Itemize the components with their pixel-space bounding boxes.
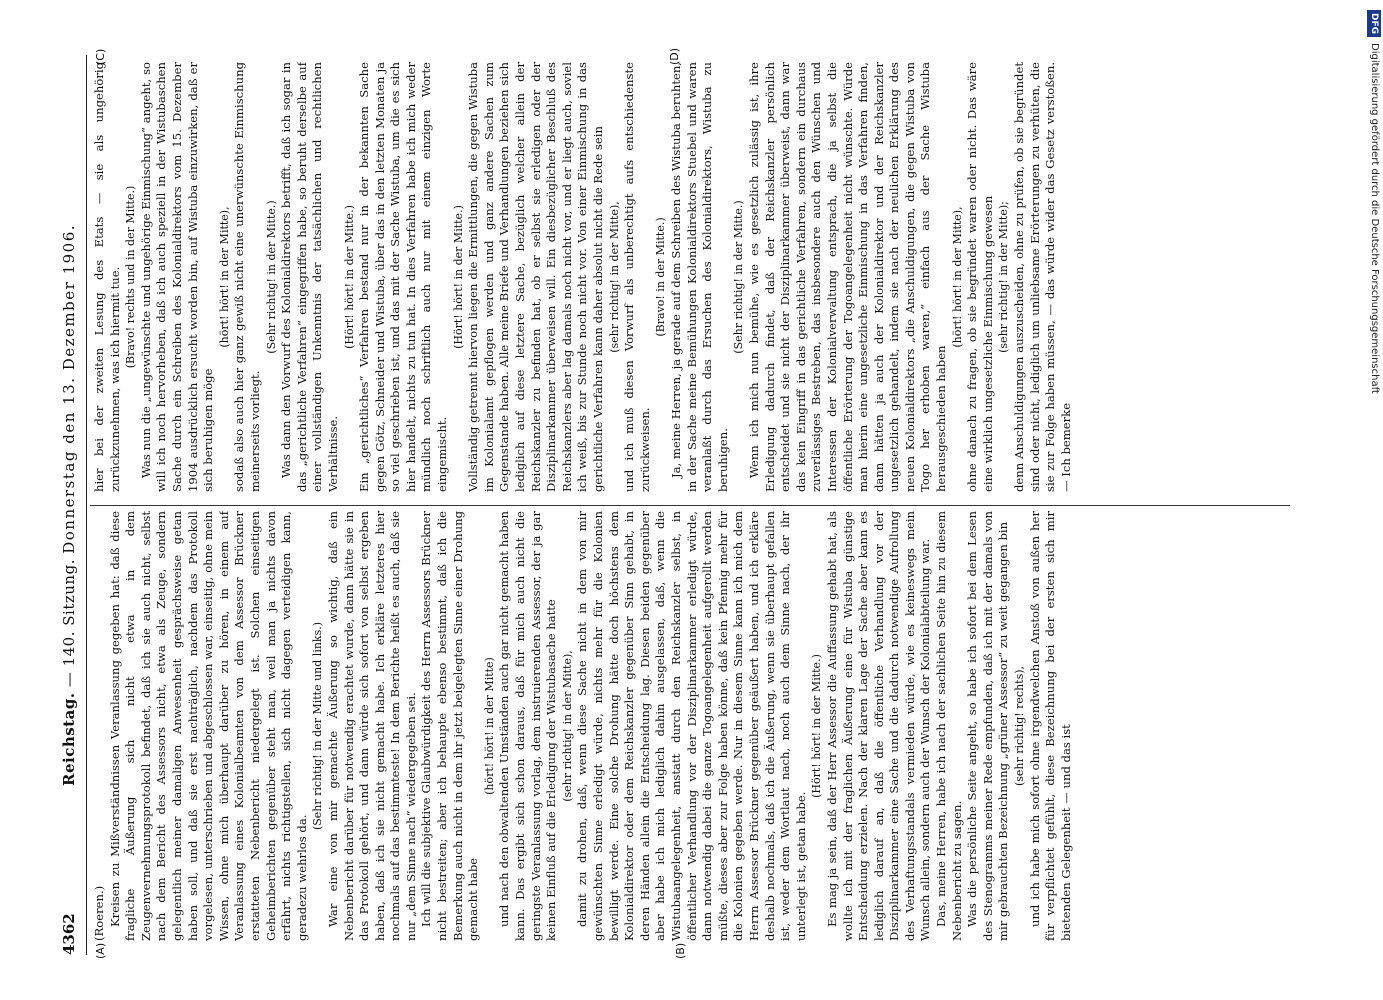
interjection: (Hört! hört! in der Mitte.) [342,205,356,349]
paragraph: War eine von mir gemachte Äußerung so wichtig, daß ein Nebenbericht darüber für notwendig erachtet wurde, dann hätte sie in das Protokoll gehört, und dann würde sich sofort von selbst ergeben haben, daß ich sie nicht gemacht habe. Ich erkläre letzteres hier nochmals auf das bestimmteste! In dem Berichte heißt es auch, daß sie nur „dem Sinne nach“ wiedergegeben sei. [325,511,418,941]
interjection: (Bravo! rechts und in der Mitte.) [124,185,138,369]
margin-marker-d: (D) [668,47,681,65]
paragraph: sodaß also auch hier ganz gewiß nicht eine unerwünschte Einmischung meinerseits vorliegt. [232,62,262,492]
running-title [56,55,82,955]
paragraph: damit zu drohen, daß, wenn diese Sache nicht in dem von mir gewünschten Sinne erledigt würde, nichts mehr für die Kolonien bewilligt werde. Eine solche Drohung hätte doch höchstens dem Kolonialdirektor oder dem Reichskanzler gegenüber Sinn gehabt, in deren Händen allein die Entscheidung lag. Diesen beiden gegenüber aber habe ich mich lediglich dahin ausgelassen, daß, wenn die Wistubaangelegenheit, anstatt durch den Reichskanzler selbst, in öffentlicher Verhandlung vor der Disziplinarkammer erledigt würde, dann notwendig dabei die ganze Togoangelegenheit aufgerollt werden müßte, dieses aber zur Folge haben könne, daß kein Pfennig mehr für die Kolonien gegeben werde. Nur in diesem Sinne kann ich mich dem Herrn Assessor Brückner gegenüber geäußert haben, und ich erkläre deshalb nochmals, daß ich die Äußerung, wenn sie überhaupt gefallen ist, weder dem Wortlaut nach, noch auch dem Sinne nach, der ihr unterlegt ist, getan habe. [575,511,808,941]
paragraph: und ich muß diesen Vorwurf als unberechtigt aufs entschiedenste zurückweisen. [622,62,652,492]
speaker-name: (Roeren.) [92,885,106,941]
paragraph: Es mag ja sein, daß der Herr Assessor die Auffassung gehabt hat, als wollte ich mit der fraglichen Äußerung eine für Wistuba günstige Entscheidung erzielen. Nach der klaren Lage der Sache aber kann es lediglich darauf an, daß die öffentliche Verhandlung vor der Disziplinarkammer eine Sache und die dadurch notwendige Aufrollung des Verhaftungsstandals vermieden würde, wie es keineswegs mein Wunsch allein, sondern auch der Wunsch der Kolonialabteilung war. [824,511,933,941]
paragraph: und nach den obwaltenden Umständen auch gar nicht gemacht haben kann. Das ergibt sich schon daraus, daß für mich auch nicht die geringste Veranlassung vorlag, dem instruierenden Assessor, der ja gar keinen Einfluß auf die Erledigung der Wistubasache hatte [497,511,559,941]
interjection: (sehr richtig! rechts), [1013,665,1027,787]
interjection: (Sehr richtig! in der Mitte.) [732,200,746,354]
page-number: 4362 [60,913,78,955]
title-right: Donnerstag den 13. Dezember 1906. [60,223,78,554]
left-column [92,511,1290,941]
interjection: (Bravo! in der Mitte.) [654,217,668,337]
interjection: (sehr richtig! in der Mitte); [997,201,1011,353]
interjection: (hört! hört! in der Mitte), [217,206,231,348]
interjection: (sehr richtig! in der Mitte), [607,201,621,353]
paragraph: Kreisen zu Mißverständnissen Veranlassung gegeben hat: daß diese fragliche Äußerung sich nicht etwa in dem Zeugenvernehmungsprotokoll befindet, daß ich sie auch nicht, selbst nach dem Bericht des Assessors nicht, etwa als Zeuge, sondern gelegentlich meiner damaligen Anwesenheit gesprächsweise getan haben soll, und daß sie erst nachträglich, nachdem das Protokoll vorgelesen, unterschrieben und abgeschlossen war, einseitig, ohne mein Wissen, ohne mich überhaupt darüber zu hören, in einem auf Veranlassung eines Kolonialbeamten von dem Assessor Brückner erstatteten Nebenbericht niedergelegt ist. Solchen einseitigen Geheimberichten gegenüber steht man, weil man ja nichts davon erfährt, nichts richtigstellen, sich nicht dagegen verteidigen kann, geradezu wehrlos da. [107,511,309,941]
paragraph: Vollständig getrennt hiervon liegen die Ermittlungen, die gegen Wistuba im Kolonialamt gepflogen werden und ganz andere Sachen zum Gegenstande haben. Alle meine Briefe und Verhandlungen beziehen sich lediglich auf diese letztere Sache, bezüglich welcher allein der Reichskanzler zu befinden hat, ob er selbst sie erledigen oder der Disziplinarkammer überweisen will. Ein diesbezüglicher Beschluß des Reichskanzlers aber lag damals noch nicht vor, und er liegt auch, soviel ich weiß, bis zur Stunde noch nicht vor. Von einer Einmischung in das gerichtliche Verfahren kann daher absolut nicht die Rede sein [466,62,605,492]
right-column [92,62,1290,492]
paragraph: denn Anschuldigungen auszuscheiden, ohne zu prüfen, ob sie begründet sind oder nicht, lediglich um unliebsame Erörterungen zu verhüten, die sie zur Folge haben müssen, — das würde wider das Gesetz verstoßen. — Ich bemerke [1012,62,1073,492]
rotated-page [56,47,1296,959]
paragraph: Wenn ich mich nun bemühe, wie es gesetzlich zulässig ist, ihre Erledigung dadurch findet, daß der Reichskanzler persönlich entscheidet und sie nicht der Disziplinarkammer überweist, dann war das kein Eingriff in das gerichtliche Verfahren, sondern ein durchaus zuverlässiges Bestreben, das insbesondere auch den Wünschen und Interessen der Kolonialverwaltung entsprach, die ja selbst die öffentliche Erörterung der Togoangelegenheit nicht wünschte. Würde man hierin eine ungesetzliche Einmischung in das Verfahren finden, dann hätten ja auch der Kolonialdirektor und der Reichskanzler ungesetzlich gehandelt, indem sie nach der neulichen Erklärung des neuen Kolonialdirektors „die Anschuldigungen, die gegen Wistuba von Togo her erhoben waren,“ einfach aus der Sache Wistuba herausgeschieden haben [746,62,949,492]
title-left: Reichstag. [60,692,78,787]
interjection: (Sehr richtig! in der Mitte.) [264,200,278,354]
digitization-credit [1363,10,1383,1000]
interjection: (hört! hört! in der Mitte) [482,657,496,795]
paragraph: hier bei der zweiten Lesung des Etats — sie als ungehörig zurückzunehmen, was ich hiermit tue. [92,62,122,492]
paragraph: Was nun die „ungewünschte und ungehörige Einmischung“ angeht, so will ich noch hervorheben, daß ich auch speziell in der Wistubaschen Sache durch ein Schreiben des Kolonialdirektors vom 15. Dezember 1904 ausdrücklich ersucht worden bin, auf Wistuba einzuwirken, daß er sich beruhigen möge [138,62,216,492]
paragraph: Ein „gerichtliches“ Verfahren bestand nur in der bekannten Sache gegen Götz, Schneider und Wistuba, über das in den letzten Monaten ja so viel geschrieben ist, und das mit der Sache Wistuba, um die es sich hier handelt, nichts zu tun hat. In dies Verfahren habe ich mich weder mündlich noch schriftlich auch nur mit einem einzigen Worte eingemischt. [357,62,450,492]
interjection: (Sehr richtig! in der Mitte und links.) [311,621,325,831]
interjection: (Hört! hört! in der Mitte.) [810,654,824,798]
margin-marker-a: (A) [94,942,107,959]
paragraph: Was dann den Vorwurf des Kolonialdirektors betrifft, daß ich sogar in das „gerichtliche Verfahren“ eingegriffen habe, so beruht derselbe auf einer vollständigen Unkenntnis der tatsächlichen und rechtlichen Verhältnisse. [279,62,340,492]
paragraph: Was die persönliche Seite angeht, so habe ich sofort bei dem Lesen des Stenogramms meiner Rede empfunden, daß ich mit der damals von mir gebrauchten Bezeichnung „grüner Assessor“ zu weit gegangen bin [965,511,1011,941]
title-middle: — 140. Sitzung. [60,559,78,688]
column-divider [90,505,1290,506]
interjection: (Hört! hört! in der Mitte.) [451,205,465,349]
paragraph: Ich will die subjektive Glaubwürdigkeit des Herrn Assessors Brückner nicht bestreiten; aber ich behaupte ebenso bestimmt, daß ich die Bemerkung auch nicht in dem ihr jetzt beigelegten Sinne einer Drohung gemacht habe [419,511,481,941]
interjection: (hört! hört! in der Mitte), [950,206,964,348]
dfg-logo: DFG [1367,10,1381,37]
paragraph: und ich habe mich sofort ohne irgendwelchen Anstoß von außen her für verpflichtet gefühlt, diese Bezeichnung bei der ersten sich mir bietenden Gelegenheit — und das ist [1027,511,1073,941]
paragraph: Das, meine Herren, habe ich nach der sachlichen Seite hin zu diesem Nebenbericht zu sagen. [934,511,964,941]
page-header [56,55,82,955]
margin-marker-b: (B) [674,942,687,959]
margin-marker-c: (C) [94,48,107,65]
paragraph: Ja, meine Herren, ja gerade auf dem Schreiben des Wistuba beruhten, in der Sache meine Bemühungen Kolonialdirektors Stuebel und waren veranlaßt durch das Ersuchen des Kolonialdirektors, Wistuba zu beruhigen. [668,62,730,492]
paragraph: ohne danach zu fragen, ob sie begründet waren oder nicht. Das wäre eine wirklich ungesetzliche Einmischung gewesen [965,62,995,492]
header-rule [86,55,87,955]
credit-text: Digitalisierung gefördert durch die Deutsche Forschungsgemeinschaft [1369,43,1380,394]
interjection: (sehr richtig! in der Mitte), [560,650,574,802]
